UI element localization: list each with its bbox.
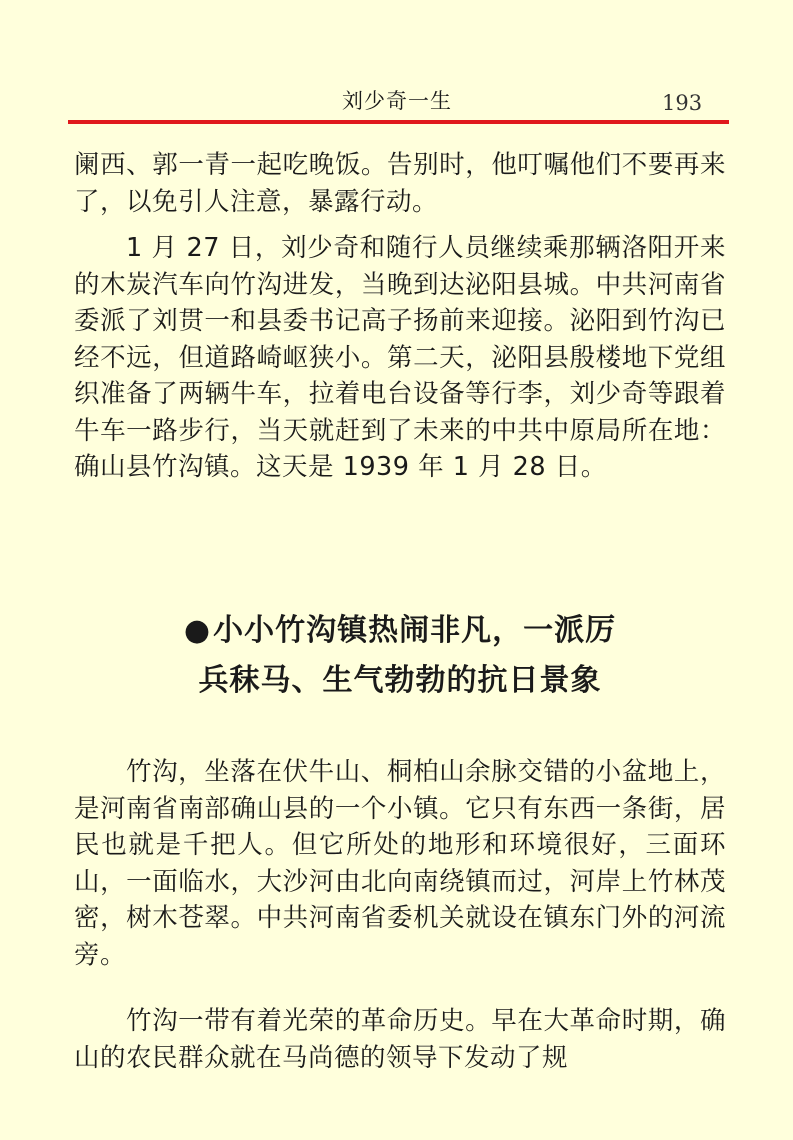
section-heading	[74, 606, 726, 706]
section-heading-text-1: 小小竹沟镇热闹非凡，一派厉	[213, 613, 617, 648]
header-rule	[68, 120, 729, 124]
paragraph-zhugou-description: 竹沟，坐落在伏牛山、桐柏山余脉交错的小盆地上，是河南省南部确山县的一个小镇。它只有东西一条街，居民也就是千把人。但它所处的地形和环境很好，三面环山，一面临水，大沙河由北向南绕镇而过，河岸上竹林茂密，树木苍翠。中共河南省委机关就设在镇东门外的河流旁。	[74, 757, 726, 970]
section-heading-line-2: 兵秣马、生气勃勃的抗日景象	[198, 663, 602, 698]
section-heading-line-1	[74, 606, 726, 656]
page-number: 193	[662, 91, 703, 115]
paragraph-continued: 阑西、郭一青一起吃晚饭。告别时，他叮嘱他们不要再来了，以免引人注意，暴露行动。	[74, 150, 726, 217]
paragraph-zhugou-history: 竹沟一带有着光荣的革命历史。早在大革命时期，确山的农民群众就在马尚德的领导下发动了规	[74, 1006, 726, 1073]
bullet-icon: ●	[183, 613, 212, 648]
running-header-title: 刘少奇一生	[342, 89, 452, 113]
paragraph-journey: 1 月 27 日，刘少奇和随行人员继续乘那辆洛阳开来的木炭汽车向竹沟进发，当晚到达泌阳县城。中共河南省委派了刘贯一和县委书记高子扬前来迎接。泌阳到竹沟已经不远，但道路崎岖狭小。第二天，泌阳县殷楼地下党组织准备了两辆牛车，拉着电台设备等行李，刘少奇等跟着牛车一路步行，当天就赶到了未来的中共中原局所在地：确山县竹沟镇。这天是 1939 年 1 月 28 日。	[74, 233, 726, 482]
